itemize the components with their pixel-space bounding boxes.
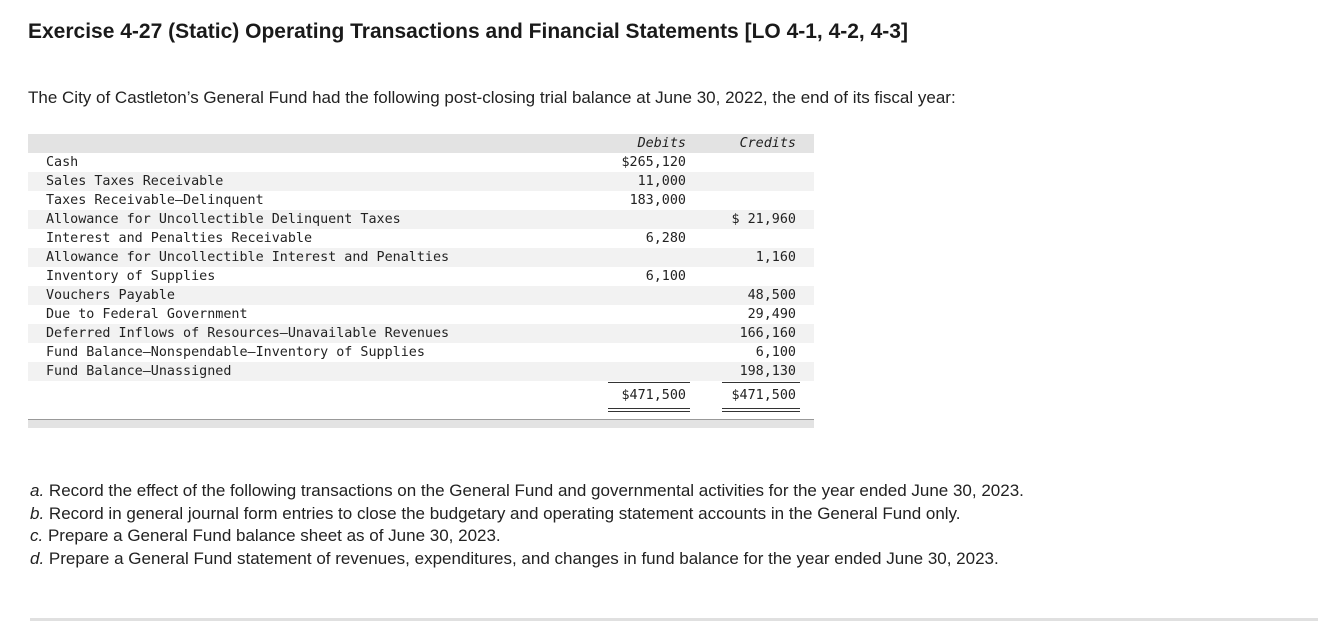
account-name: Inventory of Supplies [46,269,216,284]
credit-amount: 29,490 [747,307,796,322]
account-name: Deferred Inflows of Resources—Unavailable Revenues [46,326,450,341]
table-row [28,210,814,229]
table-row [28,153,814,172]
table-row [28,305,814,324]
account-name: Vouchers Payable [46,288,175,303]
table-row [28,362,814,381]
total-credits: $471,500 [731,388,796,403]
table-row [28,267,814,286]
task-text: Prepare a General Fund statement of revenues, expenditures, and changes in fund balance for the year ended June 30, 2023. [44,548,999,568]
debit-sum-rule [608,382,690,383]
task-label: a. [30,481,45,500]
trial-balance-footer-bar [28,419,814,428]
task-label: b. [30,503,45,523]
task-text: Prepare a General Fund balance sheet as of June 30, 2023. [43,526,501,545]
credit-amount: 166,160 [739,326,796,341]
total-debits: $471,500 [621,388,686,403]
credit-sum-rule [722,382,800,383]
task-text: Record in general journal form entries to close the budgetary and operating statement accounts in the General Fund only. [44,503,961,523]
table-row [28,248,814,267]
debit-amount: $265,120 [621,155,686,170]
task-label: d. [30,548,45,568]
task-a [30,480,1024,503]
task-c [30,525,1024,548]
trial-balance-table [28,134,814,428]
account-name: Interest and Penalties Receivable [46,231,313,246]
task-d [30,548,1024,571]
table-row [28,286,814,305]
credit-total-double-rule [722,408,800,409]
table-row [28,191,814,210]
account-name: Fund Balance—Unassigned [46,364,232,379]
table-row [28,343,814,362]
table-row [28,172,814,191]
task-b [30,503,1024,526]
credit-amount: $ 21,960 [731,212,796,227]
credit-amount: 1,160 [755,250,796,265]
task-text: Record the effect of the following transactions on the General Fund and governmental activities for the year ended June 30, 2023. [44,481,1024,500]
debit-total-double-rule [608,411,690,412]
account-name: Allowance for Uncollectible Interest and Penalties [46,250,450,265]
table-row [28,324,814,343]
debit-amount: 183,000 [629,193,686,208]
debit-amount: 11,000 [637,174,686,189]
task-list [30,480,1024,570]
account-name: Fund Balance—Nonspendable—Inventory of Supplies [46,345,425,360]
trial-balance-header [28,134,814,153]
task-label: c. [30,526,44,545]
intro-text: The City of Castleton’s General Fund had the following post-closing trial balance at June 30, 2022, the end of its fiscal year: [28,88,956,107]
table-row [28,229,814,248]
credit-total-double-rule [722,411,800,412]
account-name: Cash [46,155,79,170]
debit-total-double-rule [608,408,690,409]
footer-divider [30,618,1318,621]
account-name: Allowance for Uncollectible Delinquent Taxes [46,212,401,227]
debit-amount: 6,100 [645,269,686,284]
account-name: Taxes Receivable—Delinquent [46,193,264,208]
credit-amount: 48,500 [747,288,796,303]
credit-amount: 198,130 [739,364,796,379]
credit-amount: 6,100 [755,345,796,360]
credits-column-header: Credits [739,136,796,151]
account-name: Due to Federal Government [46,307,248,322]
debits-column-header: Debits [637,136,686,151]
exercise-title: Exercise 4-27 (Static) Operating Transactions and Financial Statements [LO 4-1, 4-2, 4-3] [28,20,908,43]
debit-amount: 6,280 [645,231,686,246]
account-name: Sales Taxes Receivable [46,174,224,189]
totals-row [28,386,814,406]
